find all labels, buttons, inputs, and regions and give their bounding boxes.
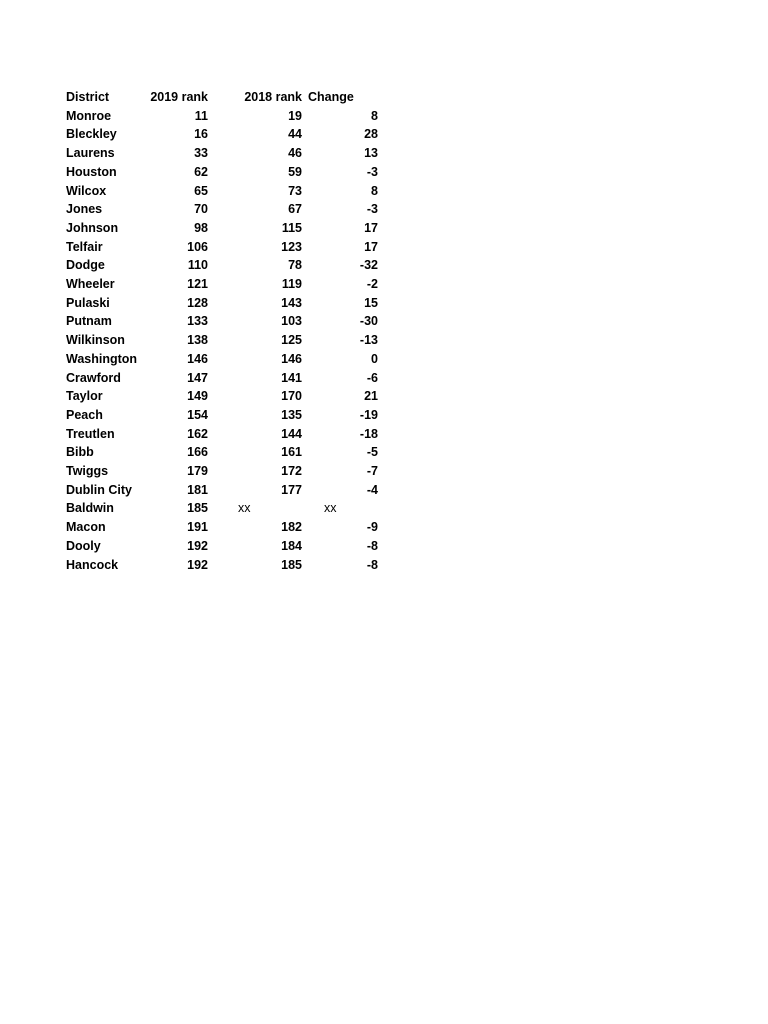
table-row <box>66 144 378 163</box>
cell-district: Bleckley <box>66 127 117 142</box>
cell-district: Telfair <box>66 239 103 254</box>
cell-2019-rank: 16 <box>194 127 208 142</box>
cell-2018-rank: 141 <box>281 370 302 385</box>
cell-district: Jones <box>66 202 103 217</box>
table-row <box>66 462 378 481</box>
cell-district: Houston <box>66 164 117 179</box>
cell-district: Treutlen <box>66 426 115 441</box>
cell-district: Pulaski <box>66 295 110 310</box>
cell-district: Baldwin <box>66 501 114 516</box>
cell-2018-rank: 172 <box>281 464 302 479</box>
cell-2019-rank: 106 <box>187 239 208 254</box>
cell-2018-rank: 125 <box>281 333 302 348</box>
cell-2018-rank: 123 <box>281 239 302 254</box>
cell-district: Dodge <box>66 258 105 273</box>
cell-change: 0 <box>371 351 378 366</box>
cell-2019-rank: 191 <box>187 520 208 535</box>
cell-change: -6 <box>366 370 378 385</box>
cell-2019-rank: 65 <box>194 183 208 198</box>
table-row <box>66 312 378 331</box>
cell-district: Peach <box>66 407 103 422</box>
cell-change: 8 <box>371 108 378 123</box>
cell-change: -4 <box>366 482 378 497</box>
cell-change: -2 <box>366 277 378 292</box>
cell-change: -7 <box>366 464 378 479</box>
cell-2019-rank: 192 <box>187 538 208 553</box>
cell-2018-rank: 146 <box>281 351 302 366</box>
cell-2018-rank: 177 <box>281 482 302 497</box>
cell-2018-rank: 59 <box>288 164 302 179</box>
cell-2018-rank: 185 <box>281 557 302 572</box>
table-row <box>66 350 378 369</box>
cell-change: -8 <box>366 538 378 553</box>
cell-district: Johnson <box>66 220 119 235</box>
cell-district: Twiggs <box>66 464 109 479</box>
cell-change: -18 <box>359 426 378 441</box>
cell-2019-rank: 110 <box>187 258 208 273</box>
cell-2019-rank: 11 <box>194 108 208 123</box>
header-change: Change <box>308 90 354 104</box>
cell-change: -8 <box>366 557 378 572</box>
cell-2019-rank: 179 <box>187 464 208 479</box>
cell-change: 8 <box>371 183 378 198</box>
cell-2018-rank: 170 <box>281 389 302 404</box>
cell-2019-rank: 121 <box>187 277 208 292</box>
table-row <box>66 481 378 500</box>
cell-change: 17 <box>364 220 378 235</box>
table-row <box>66 238 378 257</box>
table-row <box>66 107 378 126</box>
cell-district: Taylor <box>66 389 103 404</box>
header-2018-rank: 2018 rank <box>244 90 302 104</box>
cell-2019-rank: 128 <box>187 295 208 310</box>
cell-district: Wilcox <box>66 183 107 198</box>
cell-2019-rank: 146 <box>187 351 208 366</box>
table-row <box>66 200 378 219</box>
header-2019-rank: 2019 rank <box>150 90 208 104</box>
cell-2018-rank: 184 <box>281 538 302 553</box>
cell-2019-rank: 181 <box>187 482 208 497</box>
cell-2019-rank: 192 <box>187 557 208 572</box>
table-row <box>66 294 378 313</box>
table-row <box>66 443 378 462</box>
cell-district: Hancock <box>66 557 119 572</box>
cell-2018-rank: 67 <box>288 202 302 217</box>
cell-2019-rank: 33 <box>194 146 208 161</box>
table-row <box>66 387 378 406</box>
header-district: District <box>66 90 110 104</box>
cell-2018-rank: 19 <box>288 108 302 123</box>
cell-change: 17 <box>364 239 378 254</box>
table-row <box>66 518 378 537</box>
cell-district: Putnam <box>66 314 112 329</box>
table-body <box>66 107 378 575</box>
table-row <box>66 556 378 575</box>
cell-2018-rank: 143 <box>281 295 302 310</box>
cell-2019-rank: 70 <box>194 202 208 217</box>
table-row <box>66 182 378 201</box>
cell-2018-rank: xx <box>238 501 251 516</box>
cell-2018-rank: 78 <box>288 258 302 273</box>
cell-change: 21 <box>364 389 378 404</box>
cell-2018-rank: 135 <box>281 407 302 422</box>
table-row <box>66 331 378 350</box>
cell-change: -32 <box>359 258 378 273</box>
cell-change: -9 <box>366 520 378 535</box>
cell-2019-rank: 62 <box>194 164 208 179</box>
cell-district: Macon <box>66 520 106 535</box>
table-row <box>66 406 378 425</box>
cell-district: Bibb <box>66 445 94 460</box>
table-row <box>66 125 378 144</box>
cell-district: Washington <box>66 351 138 366</box>
cell-change: -3 <box>366 164 378 179</box>
cell-2019-rank: 133 <box>187 314 208 329</box>
cell-2019-rank: 98 <box>194 220 208 235</box>
table-row <box>66 219 378 238</box>
cell-2019-rank: 149 <box>187 389 208 404</box>
cell-change: -13 <box>359 333 378 348</box>
cell-2019-rank: 154 <box>187 407 208 422</box>
cell-change: -5 <box>366 445 378 460</box>
table-row <box>66 425 378 444</box>
cell-change: -19 <box>359 407 378 422</box>
cell-2018-rank: 115 <box>281 220 302 235</box>
cell-2019-rank: 166 <box>187 445 208 460</box>
cell-change: 28 <box>364 127 378 142</box>
cell-2018-rank: 44 <box>288 127 302 142</box>
cell-change: 13 <box>364 146 378 161</box>
cell-2018-rank: 182 <box>281 520 302 535</box>
cell-district: Crawford <box>66 370 121 385</box>
cell-2019-rank: 138 <box>187 333 208 348</box>
cell-2019-rank: 185 <box>187 501 208 516</box>
cell-change: -3 <box>366 202 378 217</box>
table-row <box>66 537 378 556</box>
cell-2019-rank: 147 <box>187 370 208 385</box>
cell-district: Laurens <box>66 146 115 161</box>
cell-district: Dooly <box>66 538 101 553</box>
header-row <box>66 88 378 107</box>
cell-2018-rank: 103 <box>281 314 302 329</box>
district-rank-table <box>66 88 378 574</box>
cell-change: xx <box>324 501 337 516</box>
cell-district: Dublin City <box>66 482 132 497</box>
cell-change: 15 <box>364 295 378 310</box>
cell-2018-rank: 119 <box>281 277 302 292</box>
cell-2018-rank: 144 <box>281 426 302 441</box>
cell-2018-rank: 46 <box>288 146 302 161</box>
table-row <box>66 275 378 294</box>
cell-2018-rank: 161 <box>281 445 302 460</box>
cell-district: Monroe <box>66 108 112 123</box>
table-row <box>66 369 378 388</box>
table-row <box>66 256 378 275</box>
cell-district: Wilkinson <box>66 333 125 348</box>
spreadsheet-area <box>66 88 378 574</box>
cell-2018-rank: 73 <box>288 183 302 198</box>
cell-change: -30 <box>359 314 378 329</box>
cell-district: Wheeler <box>66 277 115 292</box>
cell-2019-rank: 162 <box>187 426 208 441</box>
table-row <box>66 499 378 518</box>
table-row <box>66 163 378 182</box>
